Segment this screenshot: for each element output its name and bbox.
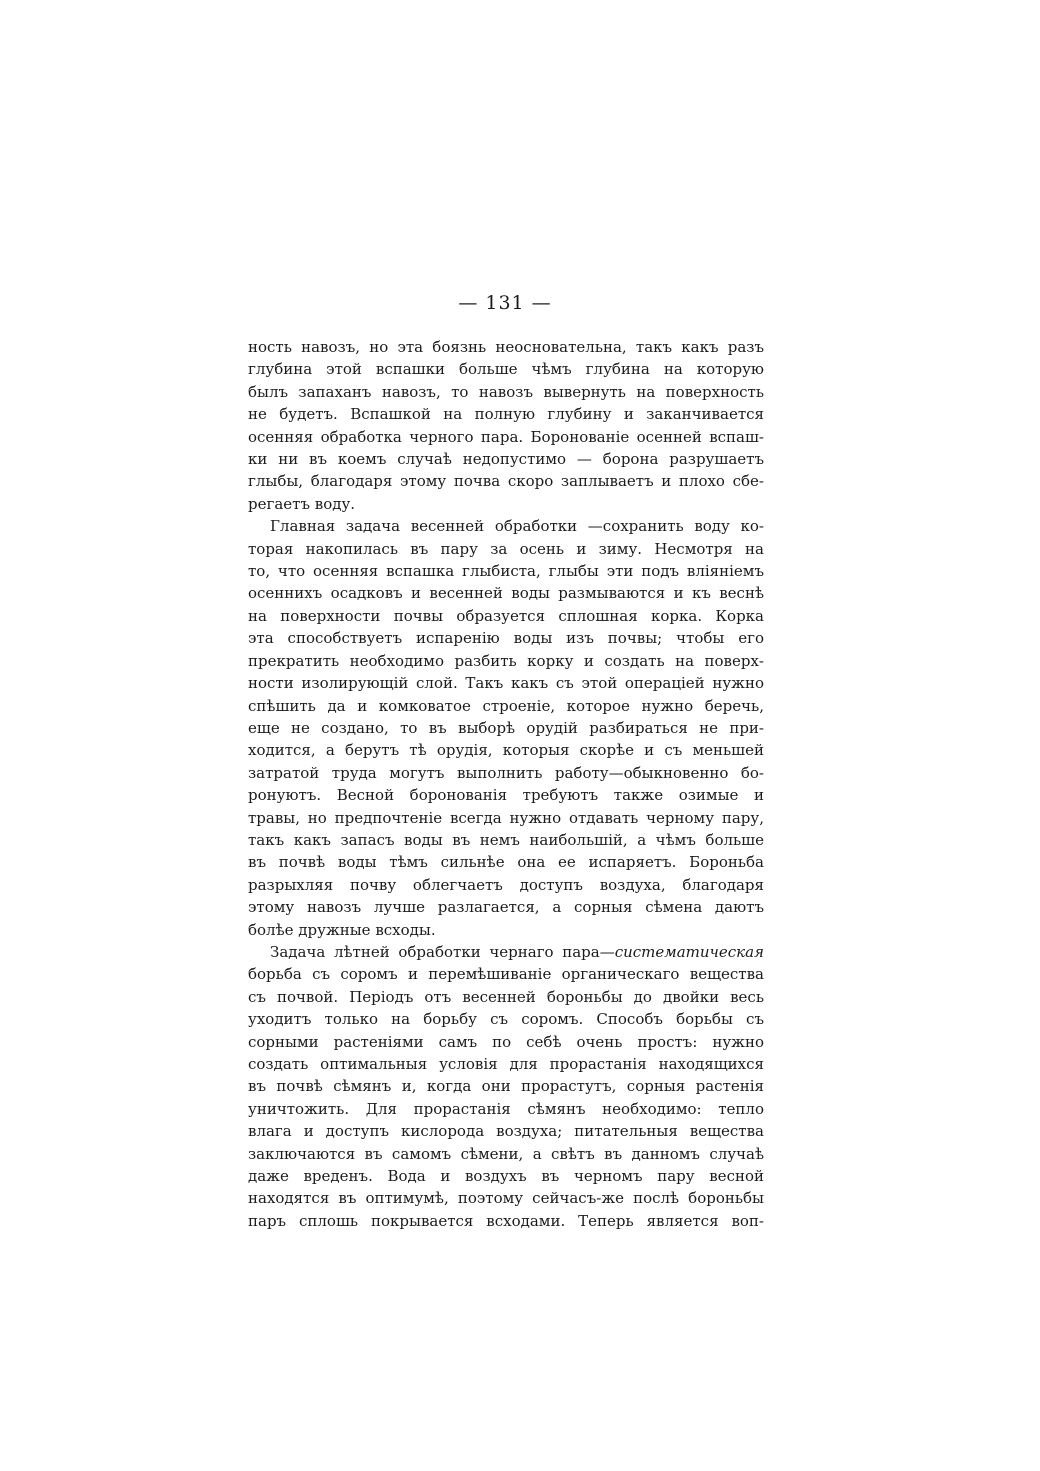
text-line: глубина этой вспашки больше чѣмъ глубина на которую — [248, 360, 764, 379]
paragraph-1 — [248, 336, 764, 515]
text-line: затратой труда могутъ выполнить работу—обыкновенно бо- — [248, 763, 764, 782]
text-line: прекратить необходимо разбить корку и создать на поверх- — [248, 651, 764, 670]
text-line: такъ какъ запасъ воды въ немъ наибольшій, а чѣмъ больше — [248, 830, 764, 849]
page-number: — 131 — — [458, 292, 552, 314]
text-line: разрыхляя почву облегчаетъ доступъ воздуха, благодаря — [248, 875, 764, 894]
text-line: уничтожить. Для прорастанія сѣмянъ необходимо: тепло — [248, 1099, 764, 1118]
text-line: влага и доступъ кислорода воздуха; питательныя вещества — [248, 1122, 764, 1141]
italic-text: систематическая — [614, 942, 764, 961]
text-line: еще не создано, то въ выборѣ орудій разбираться не при- — [248, 718, 764, 737]
text-line: даже вреденъ. Вода и воздухъ въ черномъ пару весной — [248, 1167, 764, 1186]
text-line: сорными растеніями самъ по себѣ очень простъ: нужно — [248, 1032, 764, 1051]
text-line: паръ сплошь покрывается всходами. Теперь является воп- — [248, 1211, 764, 1230]
text-line: осенняя обработка черного пара. Боронованіе осенней вспаш- — [248, 427, 764, 446]
text-line: эта способствуетъ испаренію воды изъ почвы; чтобы его — [248, 629, 764, 648]
text-line: ронуютъ. Весной боронованія требуютъ также озимые и — [248, 786, 764, 805]
text-line: на поверхности почвы образуется сплошная корка. Корка — [248, 606, 764, 625]
text-line: уходитъ только на борьбу съ соромъ. Способъ борьбы съ — [248, 1010, 764, 1029]
text-line: былъ запаханъ навозъ, то навозъ вывернуть на поверхность — [248, 382, 764, 401]
text-line: спѣшить да и комковатое строеніе, которое нужно беречь, — [248, 696, 764, 715]
text-line: то, что осенняя вспашка глыбиста, глыбы эти подъ вліяніемъ — [248, 562, 764, 581]
text-line: ки ни въ коемъ случаѣ недопустимо — борона разрушаетъ — [248, 450, 764, 469]
paragraph-2 — [248, 515, 764, 941]
body-text — [248, 336, 764, 1232]
text-line: травы, но предпочтеніе всегда нужно отдавать черному пару, — [248, 808, 764, 827]
text-line: Главная задача весенней обработки —сохранить воду ко- — [270, 517, 764, 536]
text-line: съ почвой. Періодъ отъ весенней бороньбы до двойки весь — [248, 987, 764, 1006]
text-line — [248, 941, 764, 963]
text-line: болѣе дружные всходы. — [248, 920, 436, 939]
text-line: въ почвѣ воды тѣмъ сильнѣе она ее испаряетъ. Бороньба — [248, 853, 764, 872]
text-line: находятся въ оптимумѣ, поэтому сейчасъ-же послѣ бороньбы — [248, 1189, 764, 1208]
text-line: борьба съ соромъ и перемѣшиваніе органическаго вещества — [248, 965, 764, 984]
text-line: этому навозъ лучше разлагается, а сорныя сѣмена даютъ — [248, 898, 764, 917]
text-line: осеннихъ осадковъ и весенней воды размываются и къ веснѣ — [248, 584, 764, 603]
text-line: регаетъ воду. — [248, 494, 356, 513]
text-line: заключаются въ самомъ сѣмени, а свѣтъ въ данномъ случаѣ — [248, 1144, 764, 1163]
text-line: ности изолирующій слой. Такъ какъ съ этой операціей нужно — [248, 674, 764, 693]
text-line: не будетъ. Вспашкой на полную глубину и заканчивается — [248, 405, 764, 424]
text-line: торая накопилась въ пару за осень и зиму. Несмотря на — [248, 539, 764, 558]
text-line: ность навозъ, но эта боязнь неосновательна, такъ какъ разъ — [248, 338, 764, 356]
text-line: глыбы, благодаря этому почва скоро заплываетъ и плохо сбе- — [248, 472, 764, 491]
text-line: въ почвѣ сѣмянъ и, когда они прорастутъ, сорныя растенія — [248, 1077, 764, 1096]
text-line: ходится, а берутъ тѣ орудія, которыя скорѣе и съ меньшей — [248, 741, 764, 760]
paragraph-3 — [248, 941, 764, 1232]
text-run: Задача лѣтней обработки чернаго пара— — [270, 942, 615, 961]
text-line: создать оптимальныя условія для прорастанія находящихся — [248, 1055, 764, 1073]
